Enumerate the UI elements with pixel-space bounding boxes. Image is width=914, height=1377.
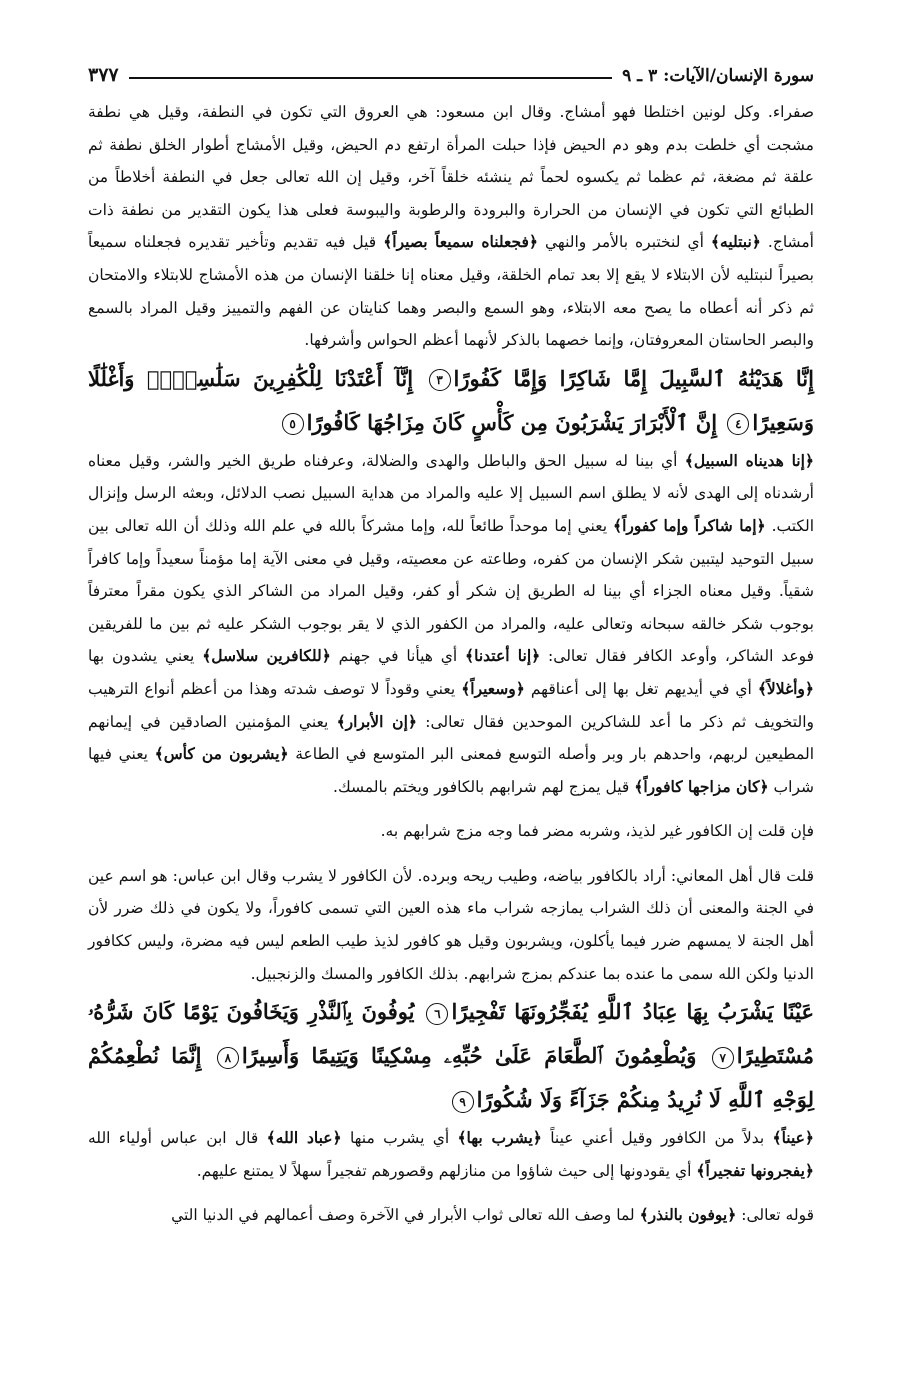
commentary-text: بدلاً من الكافور وقيل أعني عيناً	[541, 1129, 773, 1148]
commentary-text: قال ابن عباس أولياء الله	[88, 1129, 267, 1148]
verse-text: يُوفُونَ بِٱلنَّذْرِ وَيَخَافُونَ يَوْمًا كَانَ شَرُّهُۥ مُسْتَطِيرًا	[88, 999, 815, 1069]
commentary-paragraph	[88, 445, 814, 804]
commentary-text: لما وصف الله تعالى ثواب الأبرار في الآخرة وصف أعمالهم في الدنيا التي	[171, 1206, 640, 1225]
quoted-verse-phrase: ﴿إنا أعتدنا﴾	[465, 646, 541, 666]
quran-verse-block	[88, 357, 814, 445]
quoted-verse-phrase: ﴿نبتليه﴾	[710, 232, 761, 252]
quoted-verse-phrase: ﴿فجعلناه سميعاً بصيراً﴾	[383, 232, 538, 252]
commentary-text: يعني فيها شراب	[88, 745, 814, 796]
page-body	[88, 96, 814, 1232]
page-number: ٣٧٧	[88, 64, 119, 86]
commentary-text: قيل فيه تقديم وتأخير تقديره فجعلناه سميعاً بصيراً لنبتليه لأن الابتلاء لا يقع إلا بعد تمام الخلقة، وقيل معناه إنا خلقنا الإنسان من هذه الأمشاج للابتلاء والامتحان ثم ذكر أنه أعطاه ما يصح معه الابتلاء، وهو السمع والبصر وهما كنايتان عن الفهم والتمييز وقيل المراد بالسمع والبصر الحاستان المعروفتان، وإنما خصهما بالذكر لأنهما أعظم الحواس وأشرفها.	[88, 233, 814, 350]
quoted-verse-phrase: ﴿عيناً﴾	[772, 1128, 814, 1148]
quoted-verse-phrase: ﴿للكافرين سلاسل﴾	[202, 646, 331, 666]
quoted-verse-phrase: ﴿يشربون من كأس﴾	[154, 744, 289, 764]
commentary-paragraph	[88, 815, 814, 848]
commentary-text: أي في أيديهم تغل بها إلى أعناقهم	[524, 679, 758, 698]
header-rule	[129, 77, 612, 79]
surah-title: سورة الإنسان/الآيات: ٣ ـ ٩	[622, 66, 814, 86]
commentary-paragraph	[88, 1122, 814, 1187]
commentary-text: فإن قلت إن الكافور غير لذيذ، وشربه مضر فما وجه مزج شرابهم به.	[380, 822, 814, 841]
commentary-paragraph	[88, 1199, 814, 1232]
commentary-text: أي يشرب منها	[341, 1129, 458, 1148]
verse-text: وَيُطْعِمُونَ ٱلطَّعَامَ عَلَىٰ حُبِّهِۦ مِسْكِينًا وَيَتِيمًا وَأَسِيرًا	[241, 1043, 697, 1069]
commentary-text: قلت قال أهل المعاني: أراد بالكافور بياضه، وطيب ريحه وبرده. لأن الكافور لا يشرب وقال ابن عباس: هو اسم عين في الجنة والمعنى أن ذلك الشراب يمازجه شراب ماء هذه العين التي تسمى كافوراً، ولا يكون في ذلك ضرر لأن أهل الجنة لا يمسهم ضرر فيما يأكلون، ويشربون وقيل هو كافور لذيذ طيب الطعم ليس فيه مضرة، وليس ككافور الدنيا ولكن الله سمى ما عنده بما عندكم بمزج شرابهم. بذلك الكافور والمسك والزنجبيل.	[88, 866, 814, 983]
commentary-text: يعني المؤمنين الصادقين في إيمانهم المطيعين لربهم، واحدهم بار وبر وأصله التوسع فمعنى البر المتوسع في الطاعة	[88, 712, 814, 764]
commentary-text: أي هيأنا في جهنم	[330, 647, 466, 666]
commentary-text: يعني وقوداً لا توصف شدته وهذا من أعظم أنواع الترهيب والتخويف ثم ذكر ما أعد للشاكرين الموحدين فقال تعالى:	[88, 679, 814, 731]
verse-text: عَيْنًا يَشْرَبُ بِهَا عِبَادُ ٱللَّهِ يُفَجِّرُونَهَا تَفْجِيرًا	[451, 999, 815, 1025]
verse-text: إِنَّمَا نُطْعِمُكُمْ لِوَجْهِ ٱللَّهِ لَا نُرِيدُ مِنكُمْ جَزَآءً وَلَا شُكُورًا	[88, 1043, 814, 1113]
verse-number-marker: ٦	[426, 1003, 448, 1025]
quoted-verse-phrase: ﴿يوفون بالنذر﴾	[639, 1205, 737, 1225]
verse-number-marker: ٣	[429, 369, 451, 391]
commentary-text: أي يقودونها إلى حيث شاؤوا من منازلهم وقصورهم تفجيراً سهلاً لا يمتنع عليهم.	[196, 1161, 697, 1180]
quoted-verse-phrase: ﴿عباد الله﴾	[266, 1128, 342, 1148]
commentary-text: أي لنختبره بالأمر والنهي	[538, 233, 711, 252]
verse-number-marker: ٧	[712, 1047, 734, 1069]
commentary-paragraph	[88, 96, 814, 357]
commentary-text: قيل يمزج لهم شرابهم بالكافور ويختم بالمسك.	[333, 777, 635, 796]
quoted-verse-phrase: ﴿وأغلالاً﴾	[757, 678, 814, 698]
commentary-paragraph	[88, 860, 814, 990]
verse-number-marker: ٩	[452, 1091, 474, 1113]
commentary-text: قوله تعالى:	[736, 1206, 814, 1225]
verse-number-marker: ٥	[282, 413, 304, 435]
commentary-text: صفراء. وكل لونين اختلطا فهو أمشاج. وقال ابن مسعود: هي العروق التي تكون في النطفة، وقيل هي نطفة مشجت أي خلطت بدم وهو دم الحيض فإذا حبلت المرأة ارتفع دم الحيض، وقيل الأمشاج أطوار الخلق نطفة ثم علقة ثم مضغة، ثم عظما ثم يكسوه لحماً ثم ينشئه خلقاً آخر، وقيل إن الله تعالى جعل في النطفة أخلاطاً من الطبائع التي تكون في الإنسان من الحرارة والبرودة والرطوبة واليبوسة فعلى هذا يكون التقدير من نطفة ذات أمشاج.	[88, 103, 814, 252]
quoted-verse-phrase: ﴿وسعيراً﴾	[461, 678, 525, 698]
quran-verse-block	[88, 990, 814, 1122]
verse-text: إِنَّا هَدَيْنَٰهُ ٱلسَّبِيلَ إِمَّا شَاكِرًا وَإِمَّا كَفُورًا	[453, 365, 814, 391]
verse-number-marker: ٤	[727, 413, 749, 435]
verse-text: إِنَّ ٱلْأَبْرَارَ يَشْرَبُونَ مِن كَأْسٍ كَانَ مِزَاجُهَا كَافُورًا	[306, 409, 718, 435]
commentary-text: يعني إما موحداً طائعاً لله، وإما مشركاً بالله في علم الله وذلك أن الله تعالى بين سبيل التوحيد ليتبين شكر الإنسان من كفره، وطاعته عن معصيته، وقيل في معنى الآية إما مؤمناً سعيداً وإما كافراً شقياً. وقيل معناه الجزاء أي بينا له الطريق إن شكر أو كفر، وقيل المراد من الشاكر الذي يكون مقراً معترفاً بوجوب شكر خالقه سبحانه وتعالى عليه، والمراد من الكفور الذي لا يقر بوجوب الشكر عليه ثم بين ما للفريقين فوعد الشاكر، وأوعد الكافر فقال تعالى:	[88, 516, 815, 666]
verse-number-marker: ٨	[217, 1047, 239, 1069]
quoted-verse-phrase: ﴿إنا هديناه السبيل﴾	[684, 450, 814, 470]
quoted-verse-phrase: ﴿يفجرونها تفجيراً﴾	[696, 1160, 814, 1180]
quoted-verse-phrase: ﴿كان مزاجها كافوراً﴾	[634, 776, 769, 796]
commentary-text: أي بينا له سبيل الحق والباطل والهدى والضلالة، وعرفناه طريق الخير والشر، وقيل معناه أرشدناه إلى الهدى لأنه لا يطلق اسم السبيل إلا عليه والمراد من هداية السبيل نصب الدلائل، وبعثه الرسل وإنزال الكتب.	[88, 451, 815, 535]
running-header	[88, 56, 814, 86]
verse-text: إِنَّآ أَعْتَدْنَا لِلْكَٰفِرِينَ سَلَٰسِلَا۟ وَأَغْلَٰلًا وَسَعِيرًا	[88, 365, 814, 435]
quoted-verse-phrase: ﴿إما شاكراً وإما كفوراً﴾	[613, 515, 766, 535]
quoted-verse-phrase: ﴿يشرب بها﴾	[457, 1128, 542, 1148]
quoted-verse-phrase: ﴿إن الأبرار﴾	[336, 711, 417, 731]
commentary-text: يعني يشدون بها	[88, 647, 203, 666]
